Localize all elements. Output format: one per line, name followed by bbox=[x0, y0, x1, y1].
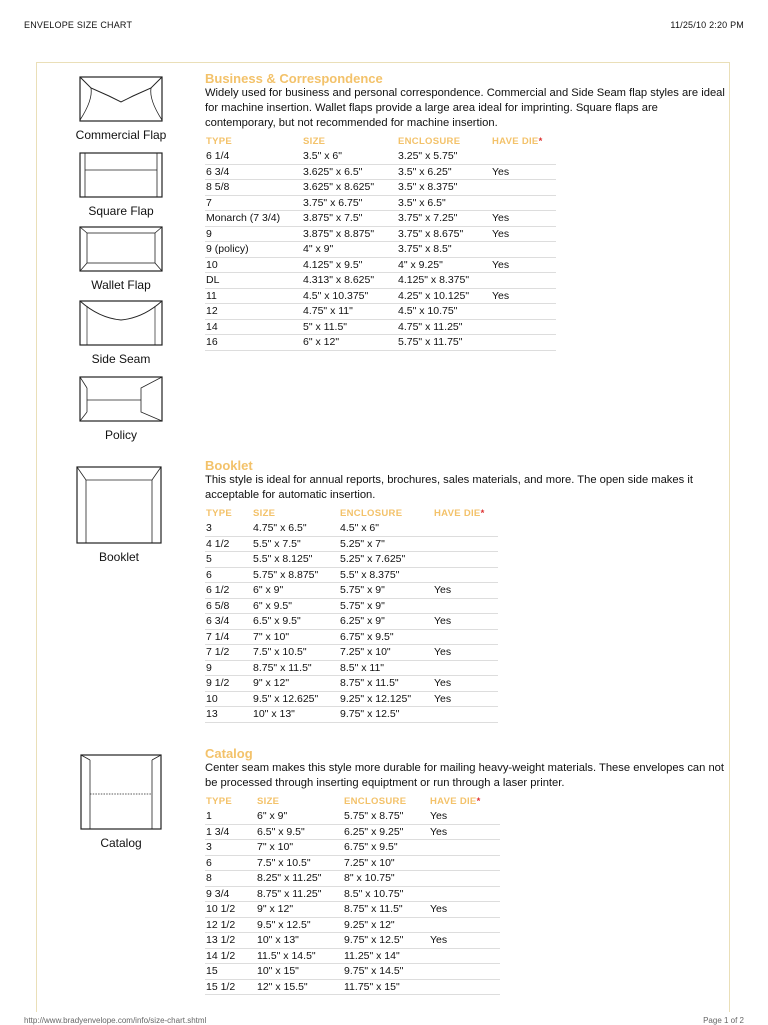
table-cell bbox=[491, 195, 556, 211]
table-cell: 3.5" x 6.25" bbox=[397, 164, 491, 180]
table-cell: 12" x 15.5" bbox=[256, 979, 343, 995]
table-cell: Yes bbox=[429, 933, 500, 949]
table-row bbox=[205, 226, 556, 242]
table-cell: 5.75" x 8.75" bbox=[343, 809, 429, 824]
square-flap-envelope-icon bbox=[79, 152, 163, 198]
table-cell bbox=[433, 552, 498, 568]
table-cell: 7.5" x 10.5" bbox=[252, 645, 339, 661]
table-cell: 3.875" x 8.875" bbox=[302, 226, 397, 242]
table-cell: 4 1/2 bbox=[205, 536, 252, 552]
wallet-flap-envelope-icon bbox=[79, 226, 163, 272]
table-cell bbox=[429, 886, 500, 902]
booklet-block bbox=[54, 466, 184, 564]
table-cell: 5" x 11.5" bbox=[302, 319, 397, 335]
table-cell: 8.75" x 11.25" bbox=[256, 886, 343, 902]
table-cell: 6 3/4 bbox=[205, 614, 252, 630]
table-cell: Monarch (7 3/4) bbox=[205, 211, 302, 227]
table-cell: 4" x 9.25" bbox=[397, 257, 491, 273]
table-cell: 4.125" x 9.5" bbox=[302, 257, 397, 273]
table-cell: 11.75" x 15" bbox=[343, 979, 429, 995]
table-row bbox=[205, 273, 556, 289]
table-cell: 11 bbox=[205, 288, 302, 304]
catalog-block bbox=[56, 754, 186, 850]
table-cell: 4.5" x 10.375" bbox=[302, 288, 397, 304]
table-cell: 4.75" x 11.25" bbox=[397, 319, 491, 335]
table-cell: 3.25" x 5.75" bbox=[397, 149, 491, 164]
square-flap-label: Square Flap bbox=[88, 204, 154, 218]
table-cell: 10 bbox=[205, 691, 252, 707]
table-cell: 9" x 12" bbox=[252, 676, 339, 692]
table-cell: 3.5" x 6.5" bbox=[397, 195, 491, 211]
table-cell: 6" x 9" bbox=[252, 583, 339, 599]
table-cell: 9.5" x 12.5" bbox=[256, 917, 343, 933]
booklet-envelope-icon bbox=[76, 466, 162, 544]
table-cell: 6.5" x 9.5" bbox=[256, 824, 343, 840]
table-cell: 8.5" x 10.75" bbox=[343, 886, 429, 902]
table-cell bbox=[433, 629, 498, 645]
catalog-title: Catalog bbox=[205, 746, 253, 761]
table-row bbox=[205, 660, 498, 676]
column-header: TYPE bbox=[206, 508, 233, 519]
table-cell: Yes bbox=[491, 226, 556, 242]
table-cell bbox=[429, 840, 500, 856]
table-row bbox=[205, 707, 498, 723]
column-header: SIZE bbox=[257, 796, 280, 807]
table-row bbox=[205, 691, 498, 707]
table-cell: 6 1/2 bbox=[205, 583, 252, 599]
wallet-flap-label: Wallet Flap bbox=[91, 278, 151, 292]
table-cell: 10" x 13" bbox=[256, 933, 343, 949]
table-cell bbox=[429, 979, 500, 995]
catalog-label: Catalog bbox=[100, 836, 142, 850]
table-cell: 5.5" x 8.125" bbox=[252, 552, 339, 568]
table-cell: 14 1/2 bbox=[205, 948, 256, 964]
table-row bbox=[205, 242, 556, 258]
table-cell: 9 bbox=[205, 660, 252, 676]
table-cell: 7 1/2 bbox=[205, 645, 252, 661]
table-cell: 3.5" x 6" bbox=[302, 149, 397, 164]
table-cell: 6.75" x 9.5" bbox=[339, 629, 433, 645]
table-header-row bbox=[205, 795, 500, 809]
table-cell: 6 5/8 bbox=[205, 598, 252, 614]
column-header: HAVE DIE* bbox=[434, 508, 485, 519]
table-row bbox=[205, 933, 500, 949]
table-header-row bbox=[205, 135, 556, 149]
table-cell: 9.25" x 12" bbox=[343, 917, 429, 933]
table-cell: 9 bbox=[205, 226, 302, 242]
table-cell: Yes bbox=[433, 691, 498, 707]
column-header: SIZE bbox=[303, 136, 326, 147]
table-cell: 9" x 12" bbox=[256, 902, 343, 918]
table-row bbox=[205, 598, 498, 614]
booklet-title: Booklet bbox=[205, 458, 253, 473]
table-cell: 11.25" x 14" bbox=[343, 948, 429, 964]
table-cell: 6 bbox=[205, 855, 256, 871]
table-cell bbox=[433, 707, 498, 723]
table-row bbox=[205, 567, 498, 583]
table-cell bbox=[491, 149, 556, 164]
table-cell: Yes bbox=[491, 257, 556, 273]
table-cell bbox=[429, 871, 500, 887]
column-header: ENCLOSURE bbox=[340, 508, 403, 519]
table-row bbox=[205, 902, 500, 918]
side-seam-block bbox=[56, 300, 186, 366]
table-cell: 13 1/2 bbox=[205, 933, 256, 949]
table-row bbox=[205, 840, 500, 856]
table-row bbox=[205, 195, 556, 211]
table-cell: 4.75" x 11" bbox=[302, 304, 397, 320]
table-cell: 3 bbox=[205, 521, 252, 536]
table-cell: 5.5" x 8.375" bbox=[339, 567, 433, 583]
table-cell: 9.75" x 12.5" bbox=[343, 933, 429, 949]
table-cell: 3.875" x 7.5" bbox=[302, 211, 397, 227]
table-cell bbox=[429, 917, 500, 933]
table-cell: 7 1/4 bbox=[205, 629, 252, 645]
side-seam-label: Side Seam bbox=[91, 352, 151, 366]
table-cell: 7" x 10" bbox=[252, 629, 339, 645]
table-row bbox=[205, 614, 498, 630]
table-cell: 6" x 9" bbox=[256, 809, 343, 824]
catalog-size-table bbox=[205, 795, 500, 995]
table-row bbox=[205, 809, 500, 824]
table-cell: 9 (policy) bbox=[205, 242, 302, 258]
table-row bbox=[205, 180, 556, 196]
table-cell: Yes bbox=[433, 583, 498, 599]
table-cell: 3.75" x 6.75" bbox=[302, 195, 397, 211]
table-cell: 8.75" x 11.5" bbox=[339, 676, 433, 692]
table-cell: 5 bbox=[205, 552, 252, 568]
table-row bbox=[205, 871, 500, 887]
table-cell: Yes bbox=[491, 164, 556, 180]
policy-envelope-icon bbox=[79, 376, 163, 422]
table-cell: 4.75" x 6.5" bbox=[252, 521, 339, 536]
table-cell: 5.75" x 9" bbox=[339, 583, 433, 599]
column-header: TYPE bbox=[206, 796, 233, 807]
table-row bbox=[205, 917, 500, 933]
booklet-size-table bbox=[205, 507, 498, 723]
table-row bbox=[205, 629, 498, 645]
column-header: HAVE DIE* bbox=[430, 796, 481, 807]
table-cell bbox=[429, 948, 500, 964]
table-cell: 8 bbox=[205, 871, 256, 887]
booklet-label: Booklet bbox=[98, 550, 140, 564]
table-cell: 12 1/2 bbox=[205, 917, 256, 933]
table-cell bbox=[433, 660, 498, 676]
table-cell: 14 bbox=[205, 319, 302, 335]
table-cell: 9.5" x 12.625" bbox=[252, 691, 339, 707]
table-cell: 4.313" x 8.625" bbox=[302, 273, 397, 289]
table-cell: Yes bbox=[491, 211, 556, 227]
business-size-table bbox=[205, 135, 556, 351]
table-row bbox=[205, 211, 556, 227]
table-row bbox=[205, 855, 500, 871]
table-cell bbox=[491, 273, 556, 289]
table-cell: 9 3/4 bbox=[205, 886, 256, 902]
asterisk-icon: * bbox=[480, 508, 485, 519]
table-cell: 5.25" x 7" bbox=[339, 536, 433, 552]
table-cell: 3.75" x 7.25" bbox=[397, 211, 491, 227]
table-cell bbox=[491, 180, 556, 196]
table-cell: 11.5" x 14.5" bbox=[256, 948, 343, 964]
page-number: Page 1 of 2 bbox=[703, 1016, 744, 1025]
table-cell bbox=[491, 304, 556, 320]
table-row bbox=[205, 164, 556, 180]
commercial-flap-envelope-icon bbox=[79, 76, 163, 122]
table-cell: 8.5" x 11" bbox=[339, 660, 433, 676]
policy-label: Policy bbox=[104, 428, 137, 442]
table-row bbox=[205, 257, 556, 273]
table-cell: 4.5" x 10.75" bbox=[397, 304, 491, 320]
table-cell bbox=[491, 242, 556, 258]
table-cell: 4.25" x 10.125" bbox=[397, 288, 491, 304]
catalog-section bbox=[205, 747, 725, 995]
table-row bbox=[205, 552, 498, 568]
document-title: ENVELOPE SIZE CHART bbox=[24, 20, 133, 30]
table-cell: 13 bbox=[205, 707, 252, 723]
table-cell: 9.75" x 14.5" bbox=[343, 964, 429, 980]
table-cell: 16 bbox=[205, 335, 302, 351]
table-cell: Yes bbox=[429, 902, 500, 918]
table-cell: 9 1/2 bbox=[205, 676, 252, 692]
table-row bbox=[205, 886, 500, 902]
business-description: Widely used for business and personal correspondence. Commercial and Side Seam flap styles are ideal for machine insertion. Wallet flaps provide a large area ideal for imprinting. Square flaps are contemporary, but not recommended for machine insertion. bbox=[205, 87, 725, 129]
table-cell: 4.125" x 8.375" bbox=[397, 273, 491, 289]
column-header: ENCLOSURE bbox=[398, 136, 461, 147]
table-row bbox=[205, 824, 500, 840]
table-cell: 4" x 9" bbox=[302, 242, 397, 258]
table-row bbox=[205, 979, 500, 995]
table-cell bbox=[491, 335, 556, 351]
column-header: TYPE bbox=[206, 136, 233, 147]
column-header: ENCLOSURE bbox=[344, 796, 407, 807]
table-cell: 6.75" x 9.5" bbox=[343, 840, 429, 856]
table-cell: Yes bbox=[429, 809, 500, 824]
table-cell: 6" x 9.5" bbox=[252, 598, 339, 614]
table-row bbox=[205, 583, 498, 599]
table-cell: 7.25" x 10" bbox=[339, 645, 433, 661]
table-cell: 1 3/4 bbox=[205, 824, 256, 840]
table-cell: 5.75" x 11.75" bbox=[397, 335, 491, 351]
table-cell: 3.5" x 8.375" bbox=[397, 180, 491, 196]
table-cell: 8.25" x 11.25" bbox=[256, 871, 343, 887]
table-cell: Yes bbox=[429, 824, 500, 840]
business-section bbox=[205, 72, 725, 351]
table-cell: 10" x 15" bbox=[256, 964, 343, 980]
table-cell: 3.75" x 8.675" bbox=[397, 226, 491, 242]
table-row bbox=[205, 645, 498, 661]
table-cell: 6.25" x 9" bbox=[339, 614, 433, 630]
table-row bbox=[205, 948, 500, 964]
side-seam-envelope-icon bbox=[79, 300, 163, 346]
business-title: Business & Correspondence bbox=[205, 71, 383, 86]
table-cell: 6 3/4 bbox=[205, 164, 302, 180]
column-header: SIZE bbox=[253, 508, 276, 519]
table-cell bbox=[429, 855, 500, 871]
square-flap-block bbox=[56, 152, 186, 218]
table-row bbox=[205, 536, 498, 552]
table-cell: 3.625" x 6.5" bbox=[302, 164, 397, 180]
table-cell: 5.75" x 8.875" bbox=[252, 567, 339, 583]
table-cell: 6 bbox=[205, 567, 252, 583]
table-row bbox=[205, 288, 556, 304]
table-cell: 3.75" x 8.5" bbox=[397, 242, 491, 258]
table-cell bbox=[433, 598, 498, 614]
table-cell: 15 1/2 bbox=[205, 979, 256, 995]
table-cell: 1 bbox=[205, 809, 256, 824]
table-cell: Yes bbox=[491, 288, 556, 304]
commercial-flap-label: Commercial Flap bbox=[75, 128, 167, 142]
table-cell: 15 bbox=[205, 964, 256, 980]
table-cell: 12 bbox=[205, 304, 302, 320]
table-cell: 5.75" x 9" bbox=[339, 598, 433, 614]
table-cell: 10 bbox=[205, 257, 302, 273]
table-cell: 6.25" x 9.25" bbox=[343, 824, 429, 840]
table-cell: 6 1/4 bbox=[205, 149, 302, 164]
table-cell: 4.5" x 6" bbox=[339, 521, 433, 536]
print-header bbox=[0, 20, 768, 36]
page-url: http://www.bradyenvelope.com/info/size-chart.shtml bbox=[24, 1016, 207, 1025]
table-cell: 3 bbox=[205, 840, 256, 856]
table-cell bbox=[433, 521, 498, 536]
table-cell: Yes bbox=[433, 676, 498, 692]
wallet-flap-block bbox=[56, 226, 186, 292]
table-cell: 3.625" x 8.625" bbox=[302, 180, 397, 196]
table-cell: 6" x 12" bbox=[302, 335, 397, 351]
booklet-section bbox=[205, 459, 725, 723]
table-cell: 8 5/8 bbox=[205, 180, 302, 196]
asterisk-icon: * bbox=[538, 136, 543, 147]
column-header: HAVE DIE* bbox=[492, 136, 543, 147]
table-cell: 8" x 10.75" bbox=[343, 871, 429, 887]
table-row bbox=[205, 304, 556, 320]
table-cell: 7 bbox=[205, 195, 302, 211]
table-cell: 9.75" x 12.5" bbox=[339, 707, 433, 723]
table-cell: Yes bbox=[433, 614, 498, 630]
table-cell bbox=[433, 536, 498, 552]
table-row bbox=[205, 319, 556, 335]
catalog-envelope-icon bbox=[80, 754, 162, 830]
commercial-flap-block bbox=[56, 76, 186, 142]
table-cell: 10" x 13" bbox=[252, 707, 339, 723]
table-cell: DL bbox=[205, 273, 302, 289]
table-cell: 5.25" x 7.625" bbox=[339, 552, 433, 568]
table-row bbox=[205, 335, 556, 351]
table-cell: 6.5" x 9.5" bbox=[252, 614, 339, 630]
table-cell bbox=[429, 964, 500, 980]
table-cell: 7.5" x 10.5" bbox=[256, 855, 343, 871]
table-cell: 5.5" x 7.5" bbox=[252, 536, 339, 552]
table-header-row bbox=[205, 507, 498, 521]
table-cell: 7.25" x 10" bbox=[343, 855, 429, 871]
catalog-description: Center seam makes this style more durable for mailing heavy-weight materials. These envelopes can not be processed through inserting equiptment or run through a laser printer. bbox=[205, 762, 725, 789]
policy-block bbox=[56, 376, 186, 442]
booklet-description: This style is ideal for annual reports, brochures, sales materials, and more. The open side makes it acceptable for automatic insertion. bbox=[205, 474, 693, 501]
table-cell bbox=[433, 567, 498, 583]
table-row bbox=[205, 964, 500, 980]
table-row bbox=[205, 521, 498, 536]
table-cell bbox=[491, 319, 556, 335]
table-row bbox=[205, 149, 556, 164]
table-cell: 7" x 10" bbox=[256, 840, 343, 856]
table-cell: 8.75" x 11.5" bbox=[252, 660, 339, 676]
table-cell: 8.75" x 11.5" bbox=[343, 902, 429, 918]
table-cell: 10 1/2 bbox=[205, 902, 256, 918]
asterisk-icon: * bbox=[476, 796, 481, 807]
print-datetime: 11/25/10 2:20 PM bbox=[670, 20, 744, 30]
table-row bbox=[205, 676, 498, 692]
table-cell: Yes bbox=[433, 645, 498, 661]
table-cell: 9.25" x 12.125" bbox=[339, 691, 433, 707]
